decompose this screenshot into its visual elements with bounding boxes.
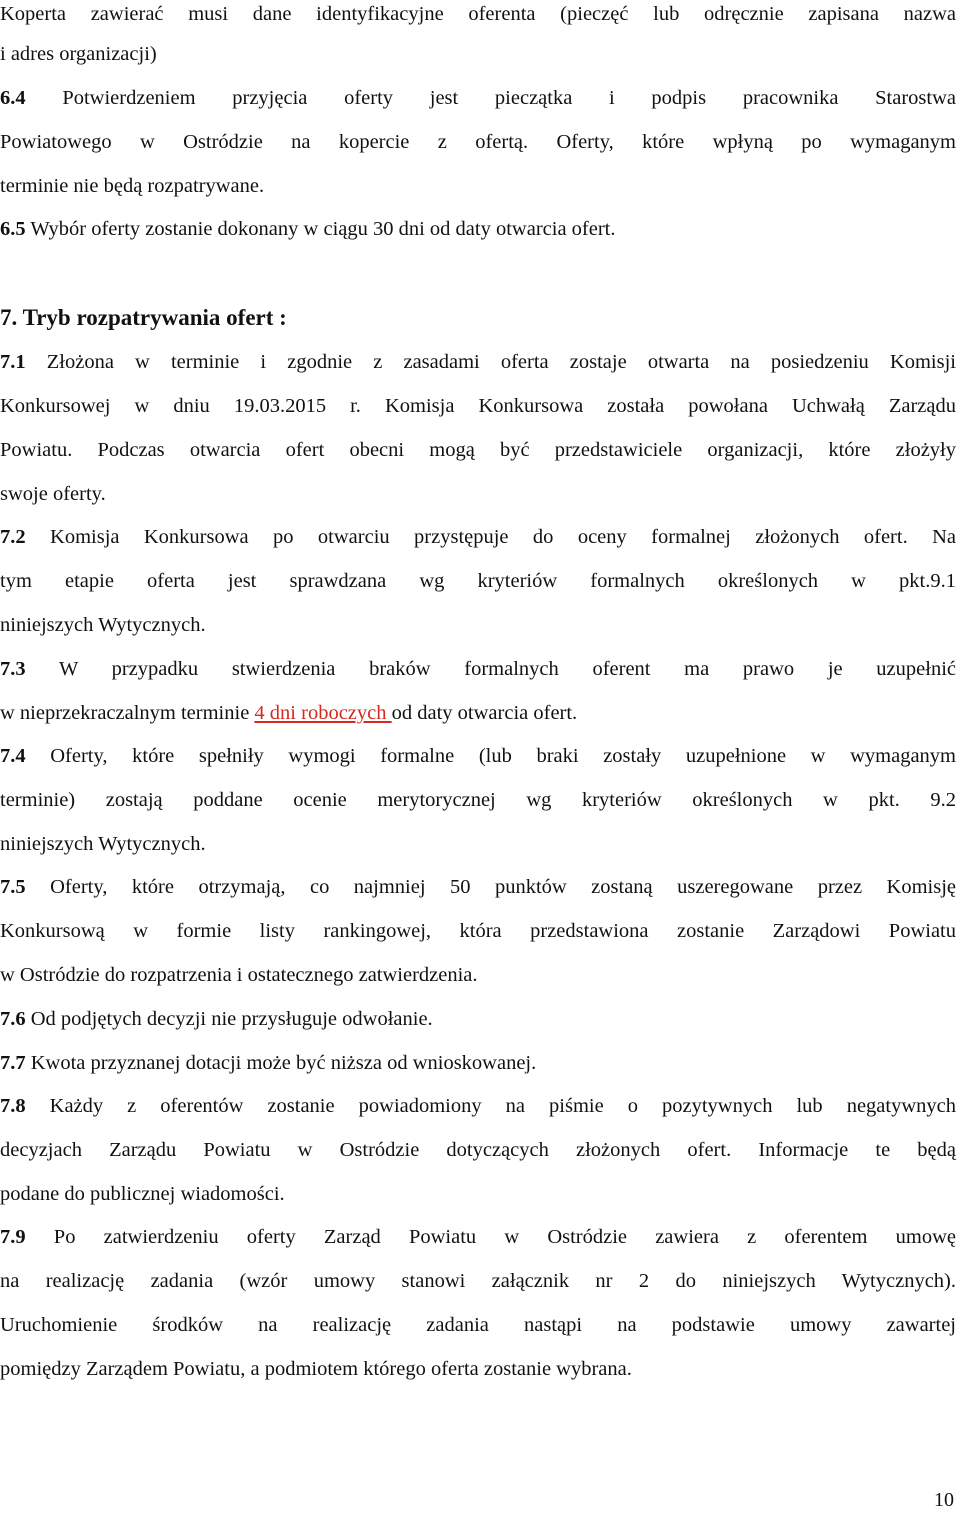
text-line: Powiatu. Podczas otwarcia ofert obecni mogą być przedstawiciele organizacji, które złożyły (0, 439, 956, 461)
text-segment: w nieprzekraczalnym terminie (0, 702, 255, 724)
paragraph-text: Od podjętych decyzji nie przysługuje odwołanie. (25, 1008, 433, 1030)
text-line: na realizację zadania (wzór umowy stanowi załącznik nr 2 do niniejszych Wytycznych). (0, 1270, 956, 1292)
text-line: swoje oferty. (0, 483, 106, 505)
section-heading: 7. Tryb rozpatrywania ofert : (0, 305, 287, 330)
text-line: w Ostródzie do rozpatrzenia i ostatecznego zatwierdzenia. (0, 964, 478, 986)
text-line: Uruchomienie środków na realizację zadania nastąpi na podstawie umowy zawartej (0, 1314, 956, 1336)
paragraph-text: Wybór oferty zostanie dokonany w ciągu 30 dni od daty otwarcia ofert. (25, 218, 616, 240)
text-line-with-deadline (0, 699, 956, 727)
paragraph-6-5 (0, 215, 956, 243)
section-number: 7.4 (0, 745, 26, 767)
section-number: 6.4 (0, 87, 26, 109)
paragraph-7-5 (0, 873, 956, 901)
text-line: podane do publicznej wiadomości. (0, 1183, 285, 1205)
text-line: Koperta zawierać musi dane identyfikacyjne oferenta (pieczęć lub odręcznie zapisana nazwa (0, 3, 956, 25)
text-line: terminie nie będą rozpatrywane. (0, 175, 265, 197)
text-line: terminie) zostają poddane ocenie merytorycznej wg kryteriów określonych w pkt. 9.2 (0, 789, 956, 811)
text-segment: od daty otwarcia ofert. (391, 702, 578, 724)
paragraph-6-4 (0, 84, 956, 112)
paragraph-text: Każdy z oferentów zostanie powiadomiony na piśmie o pozytywnych lub negatywnych (25, 1095, 956, 1117)
text-line: decyzjach Zarządu Powiatu w Ostródzie dotyczących złożonych ofert. Informacje te będą (0, 1139, 956, 1161)
text-line: Konkursową w formie listy rankingowej, która przedstawiona zostanie Zarządowi Powiatu (0, 920, 956, 942)
paragraph-7-3 (0, 655, 956, 683)
section-number: 7.5 (0, 876, 26, 898)
section-number: 7.6 (0, 1008, 26, 1030)
paragraph-7-6 (0, 1005, 956, 1033)
deadline-highlight: 4 dni roboczych (254, 702, 392, 724)
section-number: 6.5 (0, 218, 26, 240)
text-line: pomiędzy Zarządem Powiatu, a podmiotem którego oferta zostanie wybrana. (0, 1358, 632, 1380)
paragraph-7-9 (0, 1223, 956, 1251)
paragraph-7-1 (0, 348, 956, 376)
paragraph-text: Oferty, które spełniły wymogi formalne (lub braki zostały uzupełnione w wymaganym (25, 745, 956, 767)
paragraph-7-7 (0, 1049, 956, 1077)
section-number: 7.9 (0, 1226, 26, 1248)
text-line: tym etapie oferta jest sprawdzana wg kryteriów formalnych określonych w pkt.9.1 (0, 570, 956, 592)
paragraph-text: Oferty, które otrzymają, co najmniej 50 punktów zostaną uszeregowane przez Komisję (25, 876, 956, 898)
text-line: Konkursowej w dniu 19.03.2015 r. Komisja Konkursowa została powołana Uchwałą Zarządu (0, 395, 956, 417)
paragraph-7-2 (0, 523, 956, 551)
text-line: niniejszych Wytycznych. (0, 833, 206, 855)
section-number: 7.2 (0, 526, 26, 548)
paragraph-7-4 (0, 742, 956, 770)
section-number: 7.8 (0, 1095, 26, 1117)
paragraph-text: Złożona w terminie i zgodnie z zasadami oferta zostaje otwarta na posiedzeniu Komisji (25, 351, 956, 373)
section-number: 7.7 (0, 1052, 26, 1074)
page-number: 10 (934, 1489, 954, 1511)
paragraph-text: W przypadku stwierdzenia braków formalnych oferent ma prawo je uzupełnić (25, 658, 956, 680)
paragraph-7-8 (0, 1092, 956, 1120)
paragraph-text: Kwota przyznanej dotacji może być niższa od wnioskowanej. (25, 1052, 537, 1074)
text-line: Powiatowego w Ostródzie na kopercie z ofertą. Oferty, które wpłyną po wymaganym (0, 131, 956, 153)
section-number: 7.3 (0, 658, 26, 680)
text-line: niniejszych Wytycznych. (0, 614, 206, 636)
text-line: i adres organizacji) (0, 43, 157, 65)
paragraph-text: Po zatwierdzeniu oferty Zarząd Powiatu w Ostródzie zawiera z oferentem umowę (25, 1226, 956, 1248)
paragraph-text: Komisja Konkursowa po otwarciu przystępuje do oceny formalnej złożonych ofert. Na (25, 526, 956, 548)
section-number: 7.1 (0, 351, 26, 373)
paragraph-text: Potwierdzeniem przyjęcia oferty jest pieczątka i podpis pracownika Starostwa (25, 87, 956, 109)
